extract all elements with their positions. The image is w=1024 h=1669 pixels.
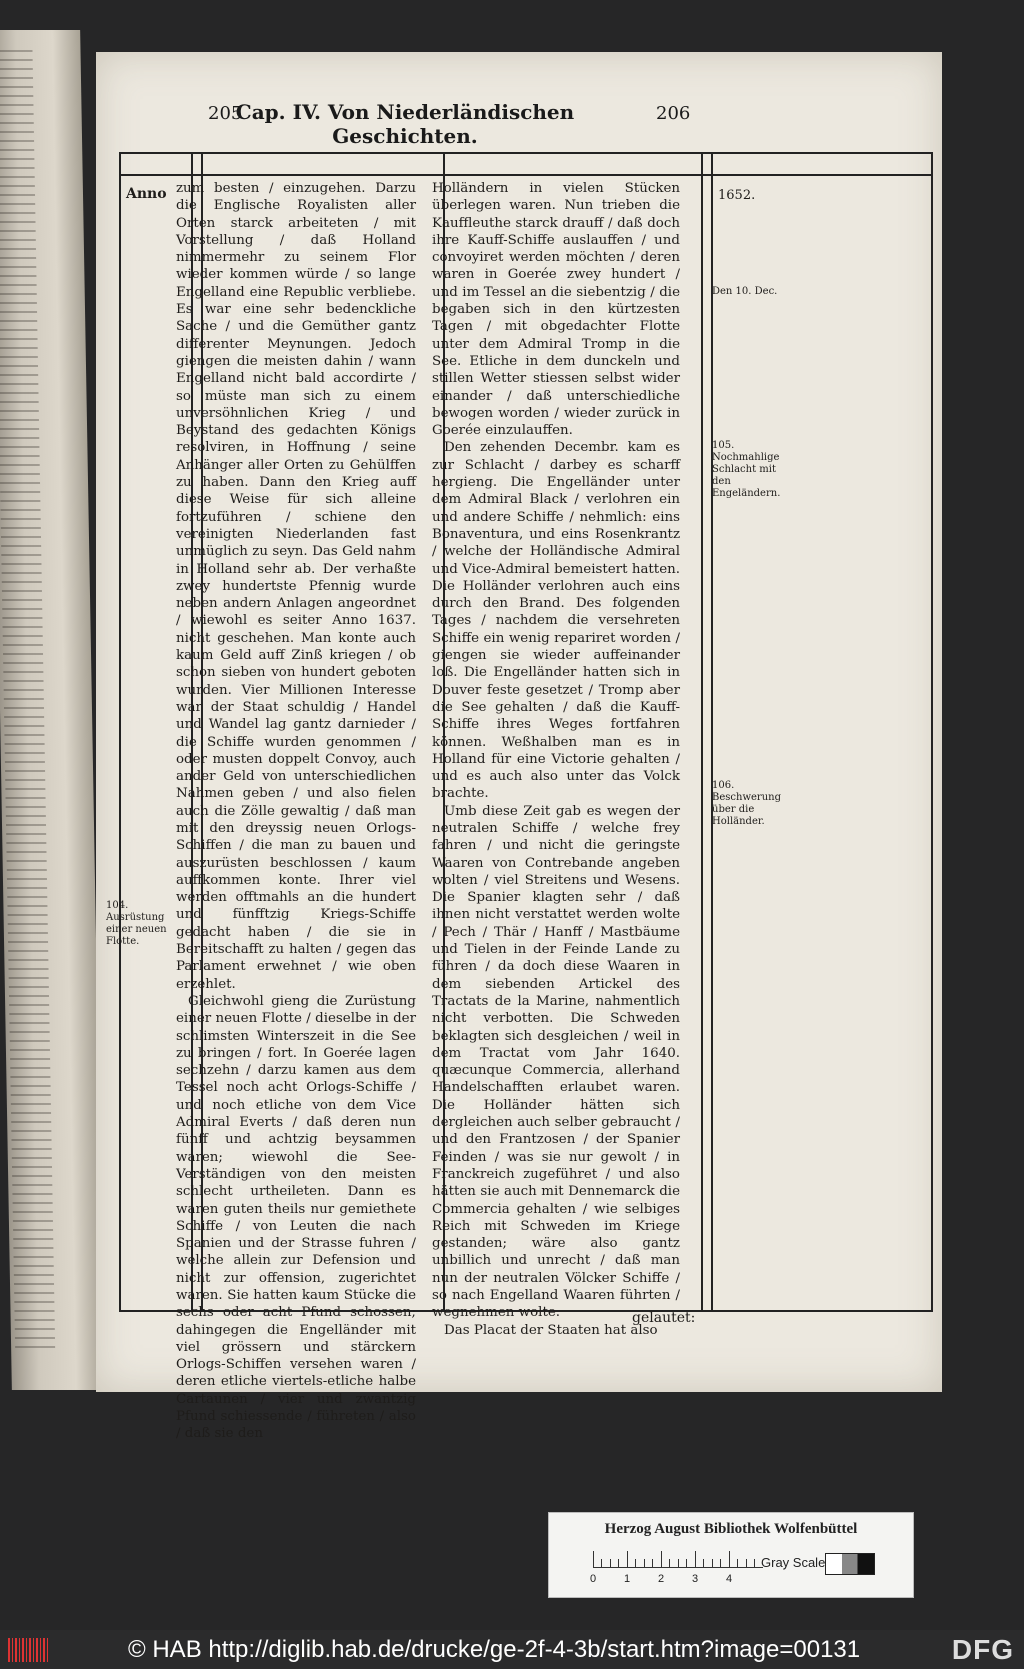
margin-note-106: 106. Beschwerung über die Holländer. — [712, 780, 781, 827]
ruler-tick — [618, 1559, 619, 1567]
paragraph: Das Placat der Staaten hat also — [444, 1322, 658, 1338]
text-column-left — [176, 180, 416, 1442]
paragraph: Den zehenden Decembr. kam es zur Schlacht / darbey es scharff hergieng. Die Engelländer unter dem Admiral Black / verlohren ein und andere Schiffe / nehmlich: eins Bonaventura, und eins Rosenkrantz / welche der Holländische Admiral und Vice-Admiral bemeistert hatten. Die Holländer verlohren auch eins durch den Brand. Des folgenden Tages / nachdem die versehreten Schiffe ein wenig repariret worden / giengen sie wieder auffeinander loß. Die Engelländer hatten sich in Douver feste gesetzet / Tromp aber die See gehalten / daß die Kauff-Schiffe ihres Weges fortfahren können. Weßhalben man es in Holland für eine Victorie gehalten / und es auch also unter das Volck brachte. — [432, 440, 680, 802]
margin-year-right: 1652. — [718, 188, 756, 203]
ruler-tick — [678, 1559, 679, 1567]
ruler-tick — [712, 1559, 713, 1567]
ruler-tick — [737, 1559, 738, 1567]
margin-date-note: Den 10. Dec. — [712, 286, 778, 297]
margin-note-104: 104. Ausrüstung einer neuen Flotte. — [106, 900, 167, 947]
library-stamp — [548, 1512, 914, 1598]
gray-scale-label: Gray Scale — [761, 1555, 826, 1570]
page-number-right: 206 — [656, 103, 691, 124]
ruler-number: 3 — [692, 1573, 699, 1585]
left-page-edge — [0, 30, 104, 1390]
barcode-icon — [8, 1638, 48, 1662]
left-page-text — [0, 50, 55, 1350]
ruler-tick — [703, 1559, 704, 1567]
ruler-tick — [593, 1551, 594, 1567]
ruler-tick — [610, 1559, 611, 1567]
paragraph: Gleichwohl gieng die Zurüstung einer neuen Flotte / dieselbe in der schlimsten Winterszeit in die See zu bringen / fort. In Goerée lagen sechzehn / darzu kamen aus dem Tessel noch acht Orlogs-Schiffe / und noch etliche von dem Vice Admiral Everts / daß deren nun fünff und achtzig beysammen waren; wiewohl die See-Verständigen von den meisten schlecht urtheileten. Dann es waren guten theils nur gemiethete Schiffe / von Leuten die nach Spanien und der Strasse fuhren / welche allein zur Defension und nicht zur offension, zugerichtet waren. Sie hatten kaum Stücke die sechs oder acht Pfund schossen; dahingegen die Engelländer mit viel grössern und stärckern Orlogs-Schiffen versehen waren / deren etliche viertels-etliche halbe Cartaunen / vier und zwantzig Pfund schiessende / führeten / also / daß sie den — [176, 993, 416, 1442]
paragraph: zum besten / einzugehen. Darzu die Englische Royalisten aller Orten starck arbeiteten / mit Vorstellung / daß Holland nimmermehr zu seinem Flor wieder kommen würde / so lange Engelland eine Republic verbliebe. Es war eine sehr bedenckliche Sache / und die Gemüther gantz differenter Meynungen. Jedoch giengen die meisten dahin / wann Engelland nicht bald accordirte / so müste man sich zu einem unversöhnlichen Krieg / und Beystand des gedachten Königs resolviren, in Hoffnung / seine Anhänger aller Orten zu Gehülffen zu haben. Dann den Krieg auff diese Weise für sich alleine fortzuführen / schiene den vereinigten Niederlanden fast unmüglich zu seyn. Das Geld nahm in Holland sehr ab. Der verhaßte zwey hundertste Pfennig wurde neben andern Anlagen angeordnet / wiewohl es seiter Anno 1637. nicht geschehen. Man konte auch kaum Geld auff Zinß kriegen / ob schon sieben von hundert geboten wurden. Vier Millionen Interesse war der Staat schuldig / Handel und Wandel lag gantz darnieder / die Schiffe wurden genommen / oder musten doppelt Convoy, auch ander Geld von unterschiedlichen Nahmen geben / und also fielen auch die Zölle gewaltig / daß man mit den dreyssig neuen Orlogs-Schiffen / die man zu bauen und auszurüsten beschlossen / kaum auffkommen konte. Ihrer viel werden offtmahls an die hundert und fünfftzig Kriegs-Schiffe gedacht haben / die sie in Bereitschafft zu halten / gegen das Parlament erwehnet / wie oben erzehlet. — [176, 181, 416, 992]
scale-ruler — [593, 1549, 763, 1568]
ruler-number: 2 — [658, 1573, 665, 1585]
ruler-tick — [627, 1551, 628, 1567]
paragraph: Umb diese Zeit gab es wegen der neutralen Schiffe / welche frey fahren / und nicht die geringste Waaren von Contrebande angeben wolten / viel Streitens und Wesens. Die Spanier klagten sehr / daß ihnen nicht verstattet werden wolte / Pech / Thär / Hanff / Mastbäume und Tielen in der Feinde Lande zu führen / da doch diese Waaren in dem siebenden Artickel des Tractats de la Marine, nahmentlich nicht verbotten. Die Schweden beklagten sich desgleichen / weil in dem Tractat vom Jahr 1640. quæcunque Commercia, allerhand Handelschafften erlaubet waren. Die Holländer hätten sich dergleichen auch selber gebraucht / und den Frantzosen / der Spanier Feinden / was sie nur gewolt / in Franckreich zugeführet / und also hätten sie auch mit Dennemarck die Commercia gehalten / wie selbiges Reich mit Schweden im Kriege gestanden; wäre also gantz unbillich und unrecht / daß man nun der neutralen Völcker Schiffe / so nach Engelland Waaren führten / wegnehmen wolte. — [432, 803, 680, 1321]
header-rule — [121, 174, 931, 176]
gray-scale-swatch — [825, 1553, 875, 1575]
catchword: gelautet: — [632, 1310, 696, 1326]
footer-bar — [0, 1630, 1024, 1669]
ruler-number: 4 — [726, 1573, 733, 1585]
margin-year-left: Anno — [126, 186, 167, 202]
paragraph: Holländern in vielen Stücken überlegen waren. Nun trieben die Kauffleuthe starck drauff / daß doch ihre Kauff-Schiffe auslauffen / und convoyiret werden möchten / deren waren in Goerée zwey hundert / und im Tessel an die siebentzig / die begaben sich in den kürtzesten Tagen / mit obgedachter Flotte unter dem Admiral Tromp in die See. Etliche in dem dunckeln und stillen Wetter stiessen selbst wider einander / daß unterschiedliche bewogen worden / wieder zurück in Goerée einzulauffen. — [432, 181, 680, 439]
ruler-tick — [729, 1551, 730, 1567]
ruler-tick — [720, 1559, 721, 1567]
ruler-tick — [644, 1559, 645, 1567]
ruler-tick — [669, 1559, 670, 1567]
ruler-tick — [601, 1559, 602, 1567]
ruler-tick — [686, 1559, 687, 1567]
ruler-number: 0 — [590, 1573, 597, 1585]
ruler-tick — [695, 1551, 696, 1567]
ruler-tick — [746, 1559, 747, 1567]
running-title: Cap. IV. Von Niederländischen Geschichten. — [235, 100, 575, 148]
margin-note-105: 105. Nochmahlige Schlacht mit den Engeländern. — [712, 440, 781, 499]
ruler-tick — [661, 1551, 662, 1567]
page-number-left: 205 — [208, 103, 243, 124]
ruler-number: 1 — [624, 1573, 631, 1585]
ruler-tick — [754, 1559, 755, 1567]
rule-margin-right — [711, 154, 713, 1310]
ruler-tick — [635, 1559, 636, 1567]
ruler-tick — [652, 1559, 653, 1567]
copyright-url[interactable]: © HAB http://diglib.hab.de/drucke/ge-2f-4-3b/start.htm?image=00131 — [128, 1636, 861, 1663]
dfg-logo: DFG — [951, 1634, 1014, 1665]
rule-col-right — [701, 154, 703, 1310]
library-name: Herzog August Bibliothek Wolfenbüttel — [604, 1521, 858, 1537]
